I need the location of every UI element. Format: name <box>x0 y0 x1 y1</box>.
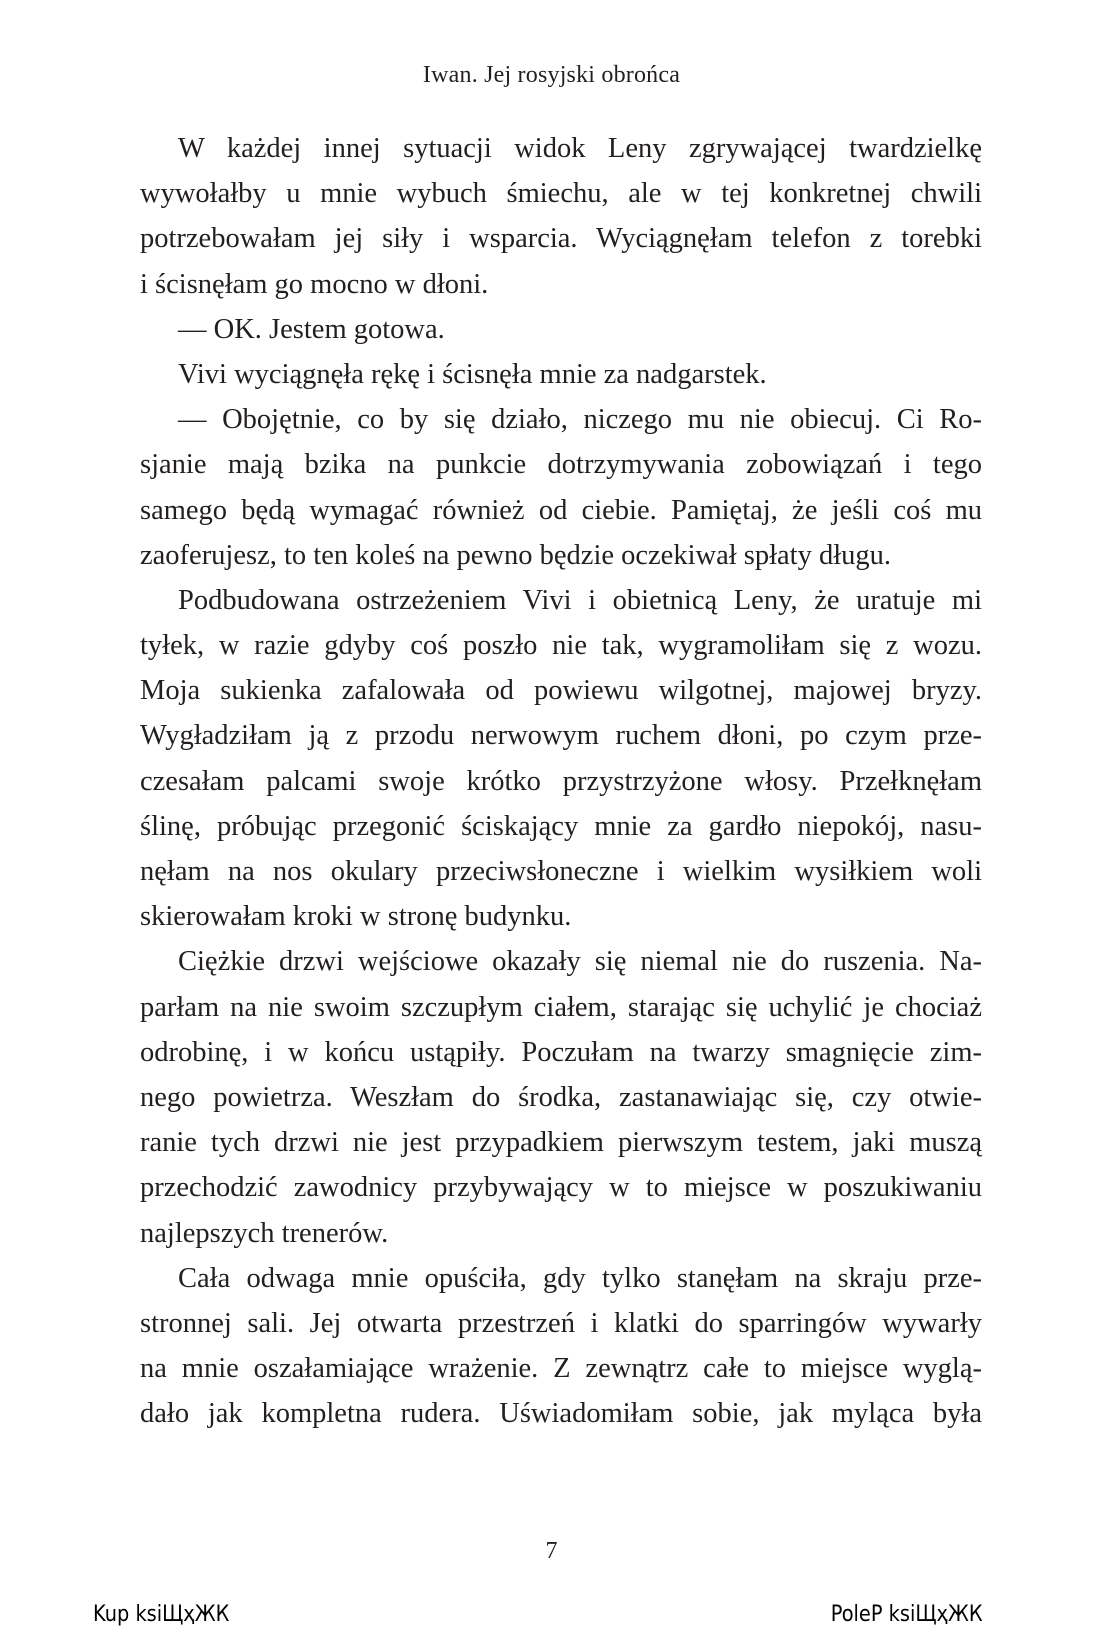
text-line: przechodzić zawodnicy przybywający w to miejsce w poszukiwaniu <box>140 1172 982 1204</box>
text-line: skierowałam kroki w stronę budynku. <box>140 901 572 933</box>
text-line: wywołałby u mnie wybuch śmiechu, ale w tej konkretnej chwili <box>140 178 982 210</box>
text-line: ślinę, próbując przegonić ściskający mnie za gardło niepokój, nasu- <box>140 810 982 842</box>
text-line: nęłam na nos okulary przeciwsłoneczne i wielkim wysiłkiem woli <box>140 856 982 887</box>
paragraph <box>140 307 982 352</box>
text-line: samego będą wymagać również od ciebie. Pamiętaj, że jeśli coś mu <box>140 494 982 526</box>
running-head: Iwan. Jej rosyjski obrońca <box>422 62 681 88</box>
text-line: odrobinę, i w końcu ustąpiły. Poczułam na twarzy smagnięcie zim- <box>140 1036 982 1068</box>
text-line: Moja sukienka zafalowała od powiewu wilgotnej, majowej bryzy. <box>140 675 982 707</box>
text-line: W każdej innej sytuacji widok Leny zgrywającej twardzielkę <box>178 133 982 164</box>
text-line: ranie tych drzwi nie jest przypadkiem pierwszym testem, jaki muszą <box>140 1127 982 1159</box>
text-line: i ścisnęłam go mocno w dłoni. <box>140 268 489 300</box>
page-number: 7 <box>545 1538 558 1564</box>
text-line: — Obojętnie, co by się działo, niczego mu nie obiecuj. Ci Ro- <box>178 404 982 436</box>
buy-book-link[interactable]: Kup ksiЩҳЖК <box>93 1602 230 1627</box>
paragraph <box>140 1256 982 1437</box>
text-line: Vivi wyciągnęła rękę i ścisnęła mnie za nadgarstek. <box>178 358 767 390</box>
paragraph <box>140 397 982 578</box>
text-line: na mnie oszałamiające wrażenie. Z zewnątrz całe to miejsce wyglą- <box>140 1353 982 1385</box>
paragraph <box>140 352 982 397</box>
text-line: Wygładziłam ją z przodu nerwowym ruchem dłoni, po czym prze- <box>140 720 982 752</box>
text-line: dało jak kompletna rudera. Uświadomiłam sobie, jak myląca była <box>140 1398 982 1430</box>
text-line: tyłek, w razie gdyby coś poszło nie tak, wygramoliłam się z wozu. <box>140 630 982 662</box>
paragraph <box>140 578 982 940</box>
text-line: najlepszych trenerów. <box>140 1217 389 1249</box>
text-line: — OK. Jestem gotowa. <box>178 313 445 345</box>
text-line: Podbudowana ostrzeżeniem Vivi i obietnicą Leny, że uratuje mi <box>178 584 982 616</box>
text-line: sjanie mają bzika na punkcie dotrzymywania zobowiązań i tego <box>140 449 982 481</box>
paragraph <box>140 939 982 1255</box>
text-line: zaoferujesz, to ten koleś na pewno będzie oczekiwał spłaty długu. <box>140 539 892 571</box>
text-line: stronnej sali. Jej otwarta przestrzeń i klatki do sparringów wywarły <box>140 1307 982 1339</box>
text-line: parłam na nie swoim szczupłym ciałem, starając się uchylić je chociaż <box>140 991 982 1023</box>
body-text <box>140 126 982 1436</box>
text-line: Cała odwaga mnie opuściła, gdy tylko stanęłam na skraju prze- <box>178 1262 982 1294</box>
text-line: nego powietrza. Weszłam do środka, zastanawiając się, czy otwie- <box>140 1081 982 1113</box>
text-line: potrzebowałam jej siły i wsparcia. Wyciągnęłam telefon z torebki <box>140 223 982 255</box>
recommend-book-link[interactable]: PoleР ksiЩҳЖК <box>831 1602 983 1627</box>
text-line: Ciężkie drzwi wejściowe okazały się niemal nie do ruszenia. Na- <box>178 946 982 978</box>
paragraph <box>140 126 982 307</box>
text-line: czesałam palcami swoje krótko przystrzyżone włosy. Przełknęłam <box>140 765 982 797</box>
